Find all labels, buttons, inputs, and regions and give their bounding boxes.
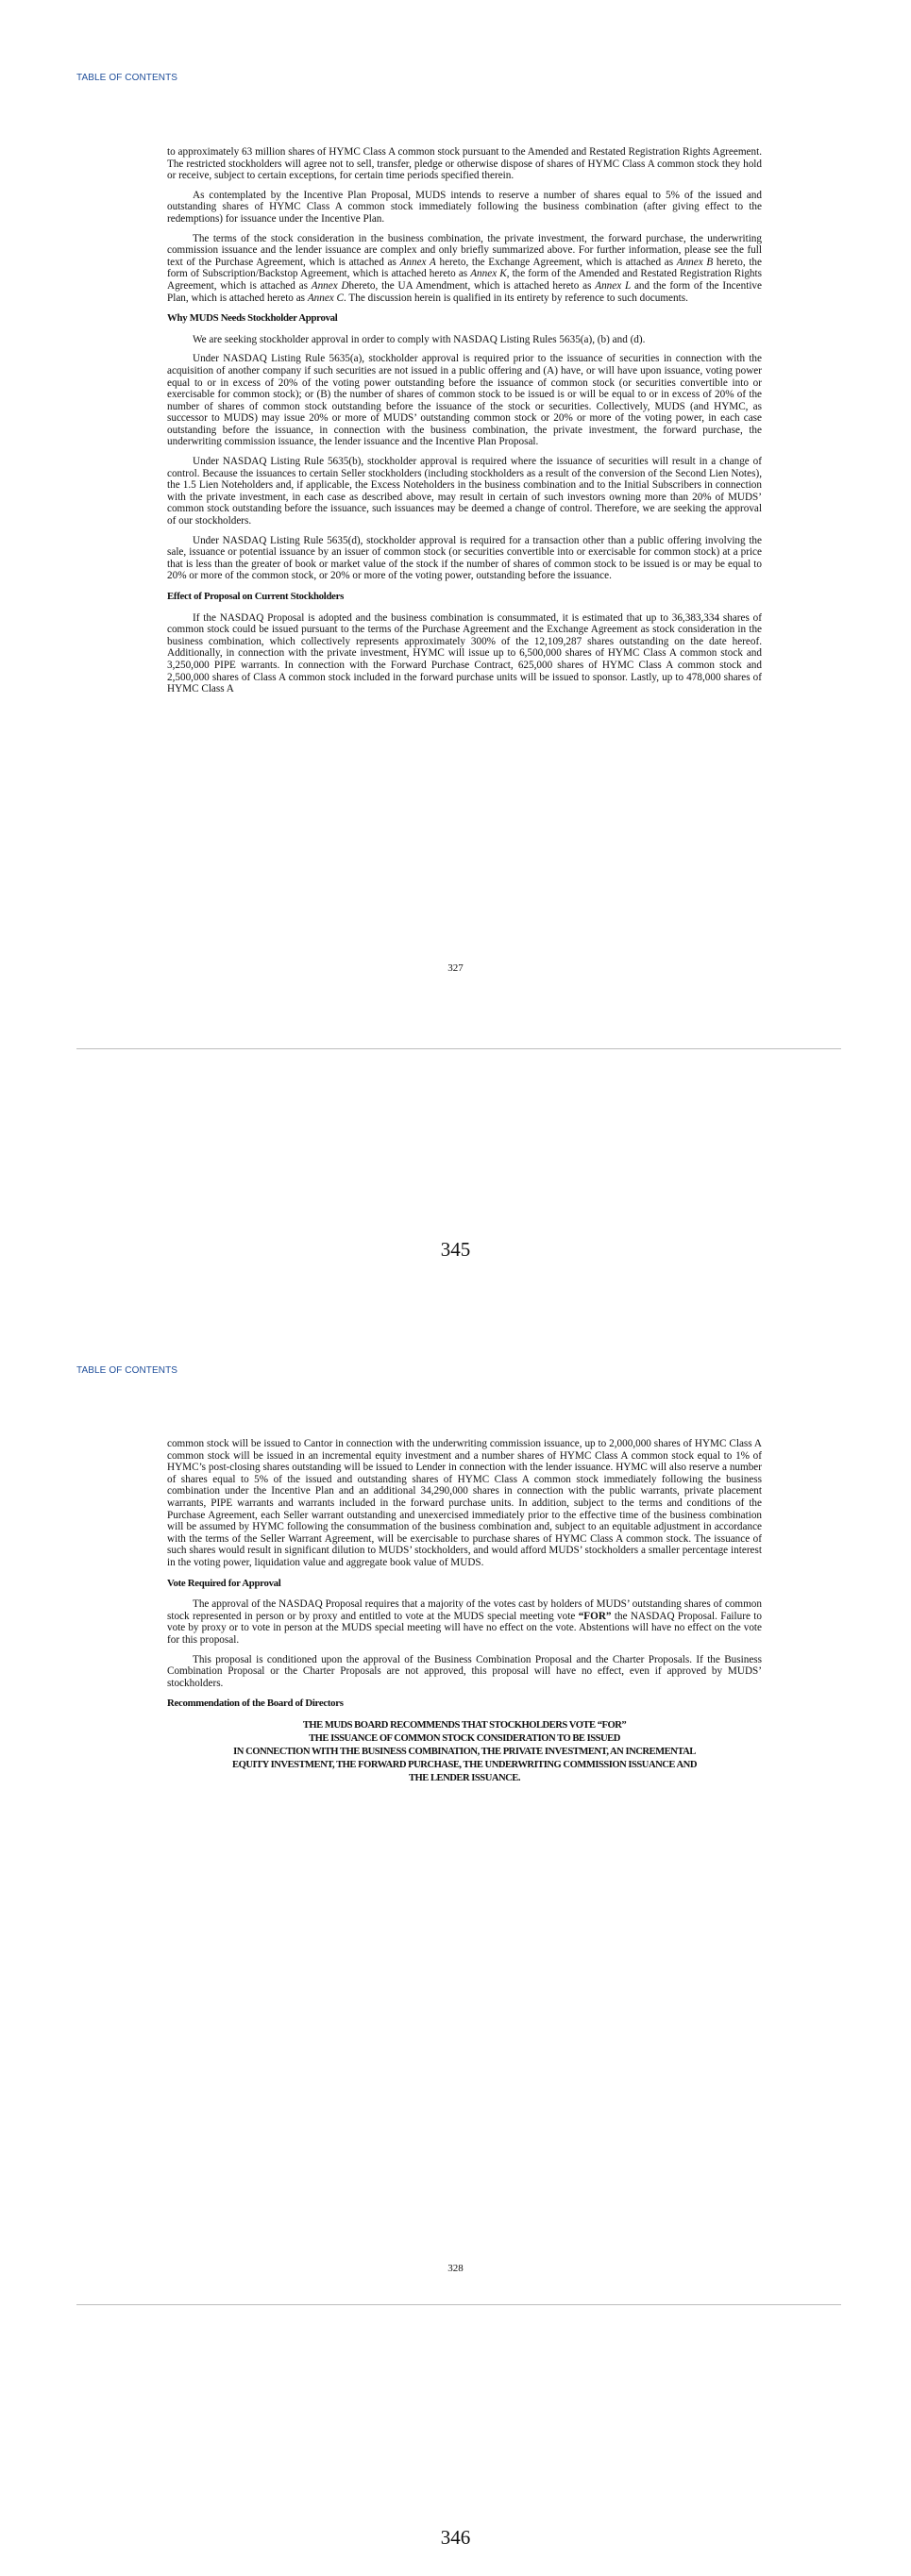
- annex-k-reference: Annex K: [470, 268, 507, 280]
- heading-recommendation: Recommendation of the Board of Directors: [167, 1698, 344, 1710]
- page-328-body: [167, 1438, 762, 1785]
- page-divider: [76, 1048, 841, 1049]
- paragraph-registration-rights: to approximately 63 million shares of HYMC Class A common stock pursuant to the Amended and Restated Registration Rights Agreement. The restricted stockholders will agree not to sell, transfer, pledge or otherwise dispose of shares of HYMC Class A common stock they hold or receive, subject to certain exceptions, for certain time periods specified therein.: [167, 146, 762, 182]
- paragraph-annex-references: The terms of the stock consideration in the business combination, the private investment, the forward purchase, the underwriting commission issuance and the lender issuance are complex and only briefly summarized above. For further information, please see the full text of the Purchase Agreement, which is attached as Annex A hereto, the Exchange Agreement, which is attached as Annex B hereto, the form of Subscription/Backstop Agreement, which is attached hereto as Annex K, the form of the Amended and Restated Registration Rights Agreement, which is attached as Annex Dhereto, the UA Amendment, which is attached hereto as Annex L and the form of the Incentive Plan, which is attached hereto as Annex C. The discussion herein is qualified in its entirety by reference to such documents.: [167, 232, 762, 304]
- screen-page-number-346: 346: [440, 2526, 471, 2549]
- paragraph-rule-5635a: Under NASDAQ Listing Rule 5635(a), stockholder approval is required prior to the issuance of securities in connection with the acquisition of another company if such securities are not issued in a public offering and (A) have, or will have upon issuance, voting power equal to or in excess of 20% of the voting power outstanding before the issuance of common stock (or securities convertible into or exercisable for common stock); or (B) the number of shares of common stock to be issued is or will be equal to or in excess of 20% of the number of shares of common stock outstanding before the issuance of the stock or securities. Collectively, MUDS (and HYMC, as successor to MUDS) may issue 20% or more of MUDS’ outstanding common stock or 20% or more of the voting power, in each case outstanding before the issuance, in connection with the business combination, the private investment, the forward purchase, the underwriting commission issuance, the lender issuance and the Incentive Plan Proposal.: [167, 353, 762, 448]
- paragraph-dilution: common stock will be issued to Cantor in connection with the underwriting commission issuance, up to 2,000,000 shares of HYMC Class A common stock will be issued in an incremental equity investment and a number shares of HYMC Class A common stock equal to 1% of HYMC’s post-closing shares outstanding will be issued to Lender in connection with the lender issuance. HYMC will also reserve a number of shares equal to 5% of the issued and outstanding shares of HYMC Class A common stock immediately following the business combination under the Incentive Plan and an additional 34,290,000 shares in connection with the public warrants, private placement warrants, PIPE warrants and warrants included in the forward purchase units. In addition, subject to the terms and conditions of the Purchase Agreement, each Seller warrant outstanding and unexercised immediately prior to the effective time of the business combination will be assumed by HYMC following the consummation of the business combination and, subject to an equitable adjustment in accordance with the terms of the Seller Warrant Agreement, will be exercisable to purchase shares of HYMC Class A common stock. The issuance of such shares would result in significant dilution to MUDS’ stockholders, and would afford MUDS’ stockholders a smaller percentage interest in the voting power, liquidation value and aggregate book value of MUDS.: [167, 1438, 762, 1568]
- recommendation-line: IN CONNECTION WITH THE BUSINESS COMBINATION, THE PRIVATE INVESTMENT, AN INCREMENTAL: [233, 1746, 696, 1757]
- table-of-contents-link[interactable]: TABLE OF CONTENTS: [76, 1365, 178, 1376]
- recommendation-line: EQUITY INVESTMENT, THE FORWARD PURCHASE, THE UNDERWRITING COMMISSION ISSUANCE AND: [232, 1759, 697, 1770]
- recommendation-line: THE ISSUANCE OF COMMON STOCK CONSIDERATION TO BE ISSUED: [309, 1732, 620, 1744]
- paragraph-rule-5635d: Under NASDAQ Listing Rule 5635(d), stockholder approval is required for a transaction other than a public offering involving the sale, issuance or potential issuance by an issuer of common stock (or securities convertible into or exercisable for common stock) at a price that is less than the greater of book or market value of the stock if the number of shares of common stock to be issued is or may be equal to 20% or more of the common stock, or 20% or more of the voting power, outstanding before the issuance.: [167, 534, 762, 582]
- annex-c-reference: Annex C: [307, 292, 345, 304]
- paragraph-rule-5635b: Under NASDAQ Listing Rule 5635(b), stockholder approval is required where the issuance of securities will result in a change of control. Because the issuances to certain Seller stockholders (including stockholders as a result of the conversion of the Second Lien Notes), the 1.5 Lien Noteholders and, if applicable, the Excess Noteholders in the business combination and to the Initial Subscribers in connection with the private investment, in each case as described above, may result in certain of such investors owning more than 20% of MUDS’ common stock outstanding before the issuance, such issuances may be deemed a change of control. Therefore, we are seeking the approval of our stockholders.: [167, 456, 762, 527]
- page-327-body: [167, 146, 762, 703]
- annex-a-reference: Annex A: [399, 256, 436, 268]
- paragraph-incentive-plan: As contemplated by the Incentive Plan Proposal, MUDS intends to reserve a number of shares equal to 5% of the issued and outstanding shares of HYMC Class A common stock immediately following the business combination (after giving effect to the redemptions) for issuance under the Incentive Plan.: [167, 189, 762, 225]
- table-of-contents-link[interactable]: TABLE OF CONTENTS: [76, 73, 178, 83]
- for-vote-emphasis: “FOR”: [578, 1610, 612, 1622]
- paragraph-vote-required: The approval of the NASDAQ Proposal requires that a majority of the votes cast by holders of MUDS’ outstanding shares of common stock represented in person or by proxy and entitled to vote at the MUDS special meeting vote “FOR” the NASDAQ Proposal. Failure to vote by proxy or to vote in person at the MUDS special meeting will have no effect on the vote. Abstentions will have no effect on the vote for this proposal.: [167, 1598, 762, 1646]
- heading-vote-required: Vote Required for Approval: [167, 1577, 281, 1589]
- recommendation-line: THE LENDER ISSUANCE.: [408, 1772, 521, 1783]
- heading-effect-of-proposal: Effect of Proposal on Current Stockholders: [167, 591, 345, 602]
- heading-why-approval: Why MUDS Needs Stockholder Approval: [167, 312, 338, 325]
- recommendation-line: THE MUDS BOARD RECOMMENDS THAT STOCKHOLDERS VOTE “FOR”: [302, 1719, 627, 1731]
- screen-page-number-345: 345: [440, 1238, 471, 1261]
- page-number-327: 327: [447, 962, 464, 974]
- annex-l-reference: Annex L: [595, 279, 632, 292]
- annex-b-reference: Annex B: [676, 256, 714, 268]
- paragraph-seeking-approval: We are seeking stockholder approval in order to comply with NASDAQ Listing Rules 5635(a), (b) and (d).: [193, 333, 646, 345]
- annex-d-reference: Annex D: [311, 279, 349, 292]
- page-number-328: 328: [447, 2263, 464, 2274]
- page-divider: [76, 2304, 841, 2305]
- paragraph-conditioned-approval: This proposal is conditioned upon the approval of the Business Combination Proposal and the Charter Proposals. If the Business Combination Proposal or the Charter Proposals are not approved, this proposal will have no effect, even if approved by MUDS’ stockholders.: [167, 1653, 762, 1689]
- paragraph-effect-on-stockholders: If the NASDAQ Proposal is adopted and the business combination is consummated, it is estimated that up to 36,383,334 shares of common stock could be issued pursuant to the terms of the Purchase Agreement and the Exchange Agreement as stock consideration in the business combination, which collectively represents approximately 300% of the 12,109,287 shares outstanding on the date hereof. Additionally, in connection with the private investment, HYMC will issue up to 6,500,000 shares of HYMC Class A common stock and 3,250,000 PIPE warrants. In connection with the Forward Purchase Contract, 625,000 shares of HYMC Class A common stock and 2,500,000 shares of Class A common stock included in the forward purchase units will be issued to sponsor. Lastly, up to 478,000 shares of HYMC Class A: [167, 611, 762, 695]
- board-recommendation: [167, 1719, 762, 1785]
